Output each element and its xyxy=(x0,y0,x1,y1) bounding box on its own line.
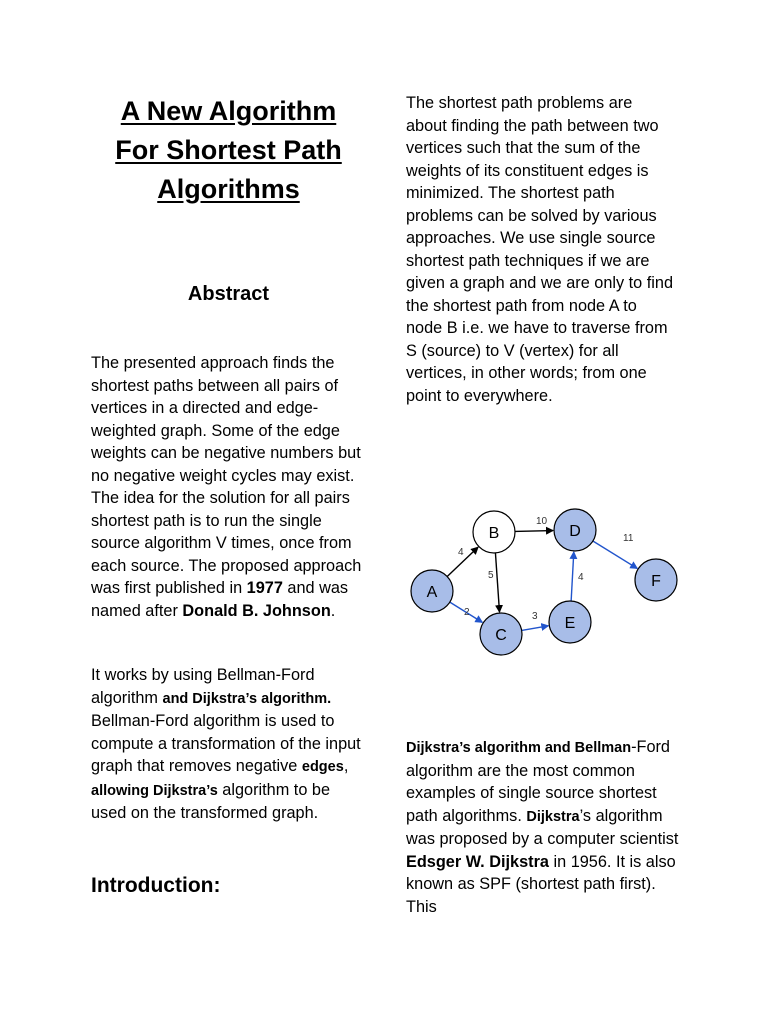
right-column xyxy=(406,92,676,407)
node-label: D xyxy=(569,523,581,540)
bold-run: Dijkstra xyxy=(526,808,580,825)
right-bottom-column xyxy=(406,736,686,918)
works-paragraph xyxy=(91,664,366,825)
introduction-heading: Introduction: xyxy=(91,873,221,897)
edge-weight-label: 3 xyxy=(532,611,538,622)
abstract-heading: Abstract xyxy=(187,283,270,305)
edge-weight-label: 4 xyxy=(578,572,584,583)
title-line: For Shortest Path xyxy=(115,135,342,165)
text-run: ’s algorithm was proposed by a computer scientist xyxy=(406,806,679,848)
text-run: -Ford algorithm are the most common examples of single source shortest path algorithms. xyxy=(406,738,670,825)
dijkstra-paragraph xyxy=(406,736,686,918)
node-label: C xyxy=(495,627,507,644)
node-label: B xyxy=(488,525,500,542)
bold-run: Dijkstra’s algorithm and Bellman xyxy=(406,740,632,756)
title-line: Algorithms xyxy=(157,174,300,204)
bold-name: Donald B. Johnson xyxy=(182,601,331,620)
node-label: A xyxy=(426,584,438,601)
edge-weight-label: 4 xyxy=(458,547,464,558)
shortest-path-paragraph: The shortest path problems are about finding the path between two vertices such that the sum of the weights of its constituent edges is minimized. The shortest path problems can be solved by various approaches. We use single source shortest path techniques if we are given a graph and we are only to find the shortest path from node A to node B i.e. we have to traverse from S (source) to V (vertex) for all vertices, in other words; from one point to everywhere. xyxy=(406,94,674,405)
edge-weight-label: 5 xyxy=(488,570,494,581)
text-run: algorithm to be used on the transformed graph. xyxy=(91,780,331,822)
node-label: F xyxy=(651,573,661,590)
edge-c-e xyxy=(522,626,549,631)
abstract-paragraph xyxy=(91,352,366,622)
edge-e-d xyxy=(571,552,574,601)
text-run: , xyxy=(343,757,349,775)
edge-b-d xyxy=(515,531,553,532)
text-run: . xyxy=(330,601,336,620)
left-column xyxy=(91,92,366,901)
edge-d-f xyxy=(593,541,637,568)
bold-year: 1977 xyxy=(246,579,283,597)
edge-b-c xyxy=(495,553,499,612)
document-title xyxy=(91,92,366,209)
node-label: E xyxy=(564,615,576,632)
edge-weight-label: 11 xyxy=(623,533,634,544)
edge-weight-label: 2 xyxy=(464,607,470,618)
bold-name: Edsger W. Dijkstra xyxy=(406,852,549,871)
text-run: It works by using Bellman-Ford algorithm xyxy=(91,666,315,707)
title-line: A New Algorithm xyxy=(120,96,337,126)
text-run: and was named after xyxy=(91,579,349,620)
edge-weight-label: 10 xyxy=(536,516,548,527)
bold-run: and Dijkstra’s algorithm. xyxy=(162,690,332,707)
bold-run: edges xyxy=(301,759,344,775)
text-run: in 1956. It is also known as SPF (shortest path first). This xyxy=(406,852,676,916)
text-run: The presented approach finds the shortest paths between all pairs of vertices in a directed and edge-weighted graph. Some of the edge weights can be negative numbers but no negative weight cycles may exist. The idea for the solution for all pairs shortest path is to run the single source algorithm V times, once from each source. The proposed approach was first published in xyxy=(91,354,362,597)
graph-diagram xyxy=(400,505,690,665)
text-run: Bellman-Ford algorithm is used to compute a transformation of the input graph that removes negative xyxy=(91,712,361,775)
bold-run: allowing Dijkstra’s xyxy=(91,782,218,799)
